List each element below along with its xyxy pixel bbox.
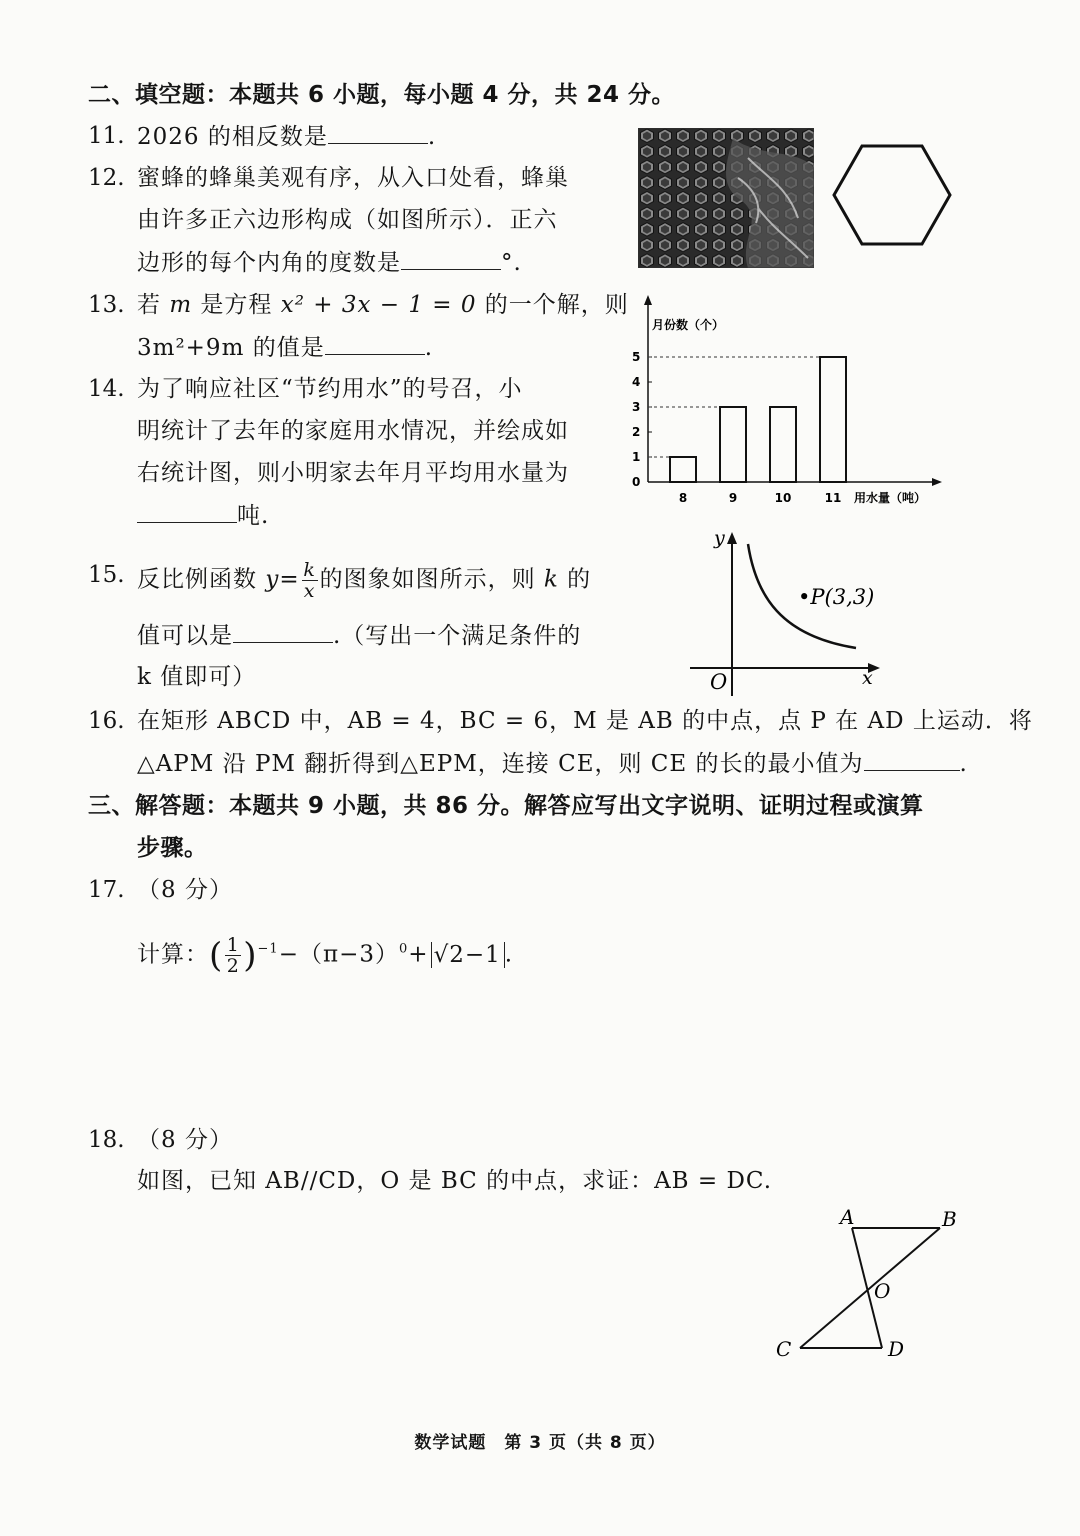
q17-fraction bbox=[225, 935, 241, 976]
q13-line-1 bbox=[137, 290, 629, 320]
q17-sqrt: √2 bbox=[433, 941, 465, 968]
q16-end: . bbox=[959, 751, 968, 777]
segment-bc bbox=[800, 1228, 940, 1348]
q17-numerator: 1 bbox=[226, 934, 240, 956]
q13-line-2 bbox=[137, 332, 433, 363]
q15-text-c: 的 bbox=[558, 566, 592, 593]
q15-denominator: x bbox=[303, 580, 316, 602]
q17-label: 计算： bbox=[137, 941, 209, 968]
water-usage-bar-chart bbox=[618, 292, 948, 514]
label-o: O bbox=[874, 1279, 891, 1303]
q14-line-1: 为了响应社区“节约用水”的号召，小 bbox=[137, 376, 523, 402]
chart-bar-10 bbox=[770, 407, 796, 482]
q17-exponent: −1 bbox=[257, 941, 279, 957]
inverse-function-graph bbox=[686, 526, 886, 700]
label-a: A bbox=[840, 1205, 855, 1229]
geometry-figure bbox=[770, 1200, 970, 1370]
q13-var-m: m bbox=[169, 292, 193, 318]
q16-answer-blank[interactable] bbox=[864, 748, 960, 771]
q13-equation: x² + 3x − 1 = 0 bbox=[280, 292, 477, 318]
q17-number: 17. bbox=[88, 877, 125, 903]
chart-x-tick-label: 9 bbox=[728, 491, 738, 505]
chart-y-axis-arrow bbox=[644, 295, 652, 305]
chart-x-tick-label: 11 bbox=[824, 491, 842, 505]
label-c: C bbox=[776, 1337, 792, 1361]
chart-y-tick-label: 0 bbox=[632, 475, 641, 489]
graph-y-axis-arrow bbox=[727, 532, 737, 544]
q17-plus: + bbox=[408, 941, 429, 968]
q12-line-3 bbox=[137, 247, 522, 278]
q11-end: . bbox=[427, 124, 437, 150]
q12-prompt: 边形的每个内角的度数是 bbox=[137, 250, 401, 276]
q17-pi-term: −（π−3） bbox=[278, 941, 399, 968]
q16-line-2 bbox=[137, 748, 968, 779]
chart-y-tick-label: 4 bbox=[632, 375, 641, 389]
page-footer: 数学试题 第 3 页（共 8 页） bbox=[414, 1433, 666, 1453]
q18-text: 如图，已知 AB//CD，O 是 BC 的中点，求证：AB = DC. bbox=[137, 1168, 773, 1194]
q15-text-b: 的图象如图所示，则 bbox=[319, 566, 544, 593]
q14-line-4 bbox=[137, 500, 269, 531]
q12-number: 12. bbox=[88, 165, 125, 191]
q17-minus-one: −1 bbox=[464, 941, 501, 968]
graph-x-label: x bbox=[862, 667, 873, 689]
q12-line-2: 由许多正六边形构成（如图所示）．正六 bbox=[137, 207, 558, 233]
q13-text-a: 若 bbox=[137, 292, 170, 318]
q13-number: 13. bbox=[88, 292, 125, 318]
chart-x-tick-label: 10 bbox=[774, 491, 792, 505]
q16-line-1: 在矩形 ABCD 中，AB = 4，BC = 6，M 是 AB 的中点，点 P 在 AD 上运动．将 bbox=[137, 708, 1033, 734]
chart-y-tick-label: 2 bbox=[632, 425, 641, 439]
q14-line-2: 明统计了去年的家庭用水情况，并绘成如 bbox=[137, 418, 569, 444]
q15-number: 15. bbox=[88, 562, 125, 588]
q18-points: （8 分） bbox=[137, 1127, 233, 1153]
q12-line-1: 蜜蜂的蜂巢美观有序，从入口处看，蜂巢 bbox=[137, 165, 569, 191]
q15-equals: = bbox=[279, 566, 300, 593]
q13-answer-blank[interactable] bbox=[325, 332, 425, 355]
q17-expression: 计算：( $\frac{1}{2}$ )$^{-1}-(\pi-3)^0+ √2-1$ . bbox=[137, 934, 514, 977]
q13-prompt: 3m²+9m 的值是 bbox=[137, 335, 325, 361]
q16-prompt: △APM 沿 PM 翻折得到△EPM，连接 CE，则 CE 的长的最小值为 bbox=[137, 751, 864, 777]
section-3-header-line-1: 三、解答题：本题共 9 小题，共 86 分。解答应写出文字说明、证明过程或演算 bbox=[88, 793, 924, 819]
graph-origin-label: O bbox=[710, 670, 728, 694]
q13-text-c: 的一个解，则 bbox=[476, 292, 629, 318]
hexagon-figure bbox=[830, 143, 954, 247]
q15-var-y: y bbox=[265, 566, 280, 593]
q16-number: 16. bbox=[88, 708, 125, 734]
q15-line-1 bbox=[137, 560, 591, 601]
q17-end: . bbox=[504, 941, 514, 968]
q17-zero-exponent: 0 bbox=[399, 941, 409, 957]
q17-points: （8 分） bbox=[137, 877, 233, 903]
q11-prompt: 2026 的相反数是 bbox=[137, 124, 328, 150]
chart-y-tick-label: 3 bbox=[632, 400, 641, 414]
q17-abs-value bbox=[431, 942, 503, 968]
chart-y-tick-label: 1 bbox=[632, 450, 641, 464]
honeycomb-photo bbox=[638, 128, 814, 268]
q15-text-a: 反比例函数 bbox=[137, 566, 266, 593]
chart-bar-9 bbox=[720, 407, 746, 482]
q13-text-b: 是方程 bbox=[192, 292, 281, 318]
q11-number: 11. bbox=[88, 123, 125, 149]
chart-y-tick-label: 5 bbox=[632, 350, 641, 364]
q15-fraction bbox=[302, 560, 318, 601]
q11-answer-blank[interactable] bbox=[328, 121, 428, 144]
q15-text-d: .（写出一个满足条件的 bbox=[333, 623, 582, 649]
q15-answer-blank[interactable] bbox=[233, 620, 333, 643]
chart-x-axis-label: 用水量（吨） bbox=[854, 491, 927, 505]
section-3-header-line-2: 步骤。 bbox=[137, 835, 208, 861]
q11-text bbox=[137, 121, 436, 152]
section-2-header: 二、填空题：本题共 6 小题，每小题 4 分，共 24 分。 bbox=[88, 82, 676, 108]
graph-point-label: •P(3,3) bbox=[798, 585, 875, 609]
q12-end: °. bbox=[501, 250, 522, 276]
q14-end: 吨. bbox=[237, 503, 270, 529]
label-b: B bbox=[942, 1207, 957, 1231]
q18-number: 18. bbox=[88, 1127, 125, 1153]
q14-answer-blank[interactable] bbox=[137, 500, 237, 523]
q12-answer-blank[interactable] bbox=[401, 247, 501, 270]
chart-x-axis-arrow bbox=[932, 478, 942, 486]
q15-var-k: k bbox=[543, 566, 559, 593]
graph-y-label: y bbox=[714, 527, 725, 549]
q13-end: . bbox=[424, 335, 434, 361]
chart-x-tick-label: 8 bbox=[678, 491, 688, 505]
label-d: D bbox=[888, 1337, 905, 1361]
chart-y-axis-label: 月份数（个） bbox=[652, 318, 725, 332]
q15-prompt: 值可以是 bbox=[137, 623, 233, 649]
chart-bar-11 bbox=[820, 357, 846, 482]
chart-bar-8 bbox=[670, 457, 696, 482]
q15-numerator: k bbox=[303, 559, 316, 581]
q15-line-2 bbox=[137, 620, 581, 651]
q14-number: 14. bbox=[88, 376, 125, 402]
q15-line-3: k 值即可） bbox=[137, 664, 257, 690]
q14-line-3: 右统计图，则小明家去年月平均用水量为 bbox=[137, 460, 569, 486]
q17-denominator: 2 bbox=[226, 955, 240, 977]
